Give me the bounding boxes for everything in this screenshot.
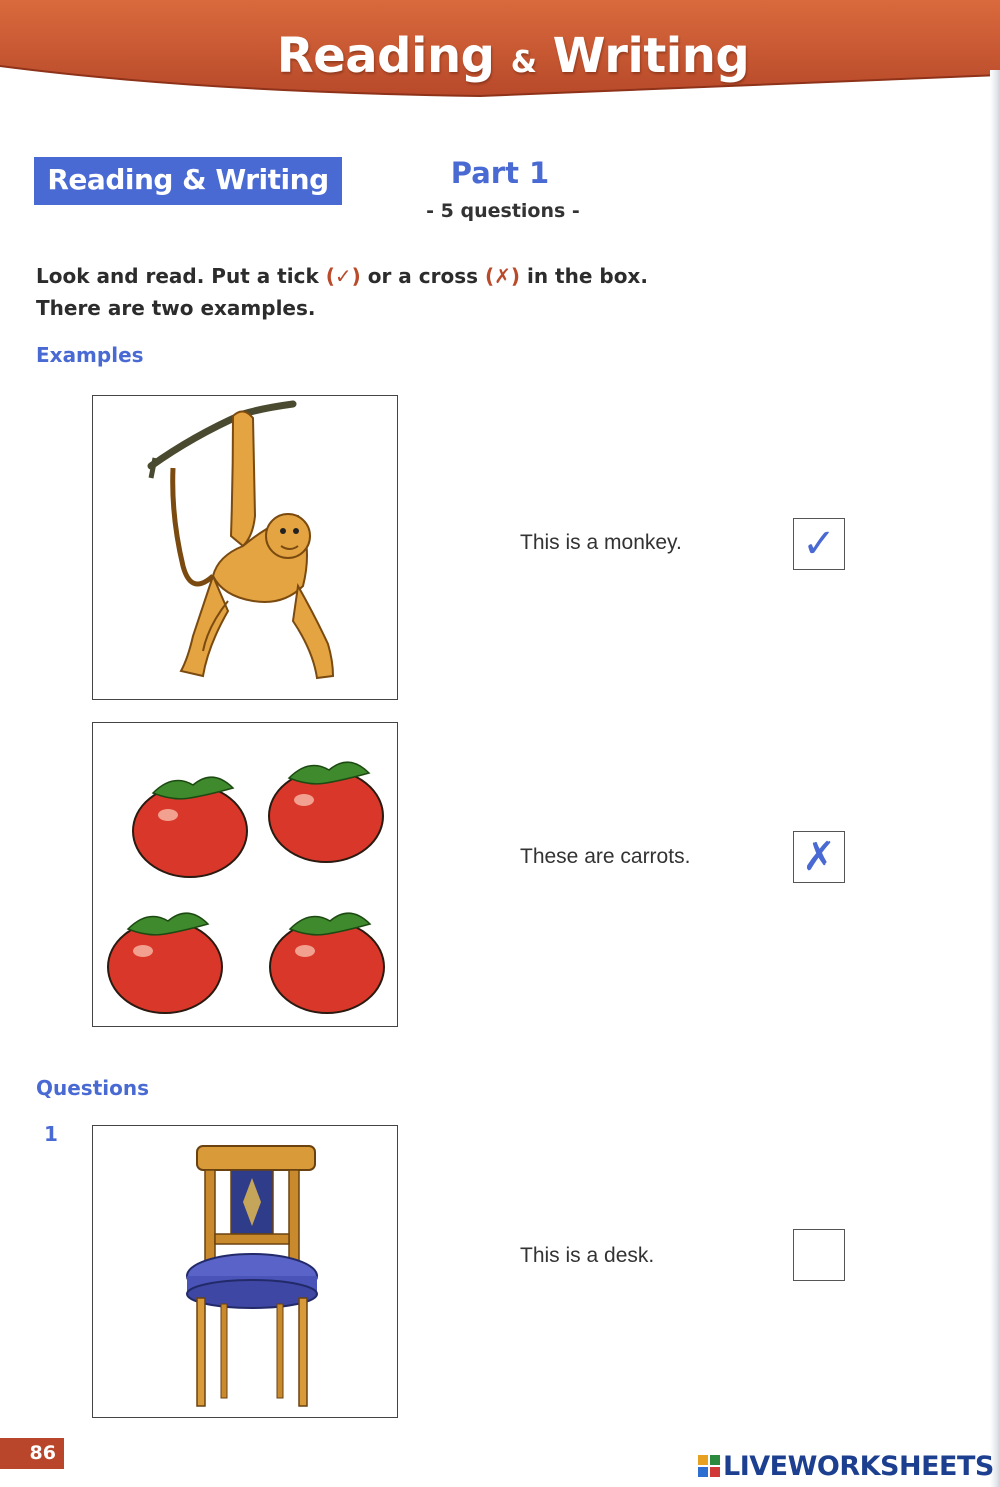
tomato-icon (269, 762, 383, 862)
question-1-answer-box[interactable] (793, 1229, 845, 1281)
instruction-text-line2: There are two examples. (36, 296, 316, 320)
examples-heading: Examples (36, 343, 144, 367)
part-title: Part 1 (450, 156, 550, 190)
example-2-sentence: These are carrots. (520, 845, 691, 868)
example-1-answer-box: ✓ (793, 518, 845, 570)
instruction-text: Look and read. Put a tick (36, 264, 326, 288)
example-1-sentence: This is a monkey. (520, 531, 682, 554)
page-edge-shadow (990, 70, 1000, 1487)
question-1-number: 1 (44, 1122, 58, 1146)
liveworksheets-brand (697, 1448, 994, 1484)
tomato-icon (270, 913, 384, 1013)
monkey-illustration (93, 396, 397, 699)
header-banner (0, 0, 1000, 105)
cross-mark-sample: (✗) (484, 264, 521, 288)
page-number: 86 (0, 1438, 64, 1469)
tomatoes-picture (92, 722, 398, 1027)
liveworksheets-logo-icon (697, 1454, 721, 1478)
question-1-sentence: This is a desk. (520, 1244, 655, 1267)
tomato-icon (133, 777, 247, 877)
chair-picture (92, 1125, 398, 1418)
instructions (36, 260, 736, 324)
instruction-text: in the box. (520, 264, 648, 288)
page-title (0, 28, 1000, 84)
chair-illustration (93, 1126, 397, 1417)
title-word-reading: Reading (276, 28, 495, 84)
title-ampersand: & (510, 45, 537, 80)
example-2-answer-box: ✗ (793, 831, 845, 883)
monkey-picture (92, 395, 398, 700)
tick-mark-sample: (✓) (325, 264, 361, 288)
tomatoes-illustration (93, 723, 397, 1026)
tomato-icon (108, 913, 222, 1013)
instruction-text: or a cross (360, 264, 485, 288)
questions-heading: Questions (36, 1076, 150, 1100)
section-label: Reading & Writing (34, 157, 342, 205)
part-subtitle: - 5 questions - (426, 200, 580, 222)
brand-text: LIVEWORKSHEETS (723, 1450, 994, 1482)
title-word-writing: Writing (552, 28, 750, 84)
